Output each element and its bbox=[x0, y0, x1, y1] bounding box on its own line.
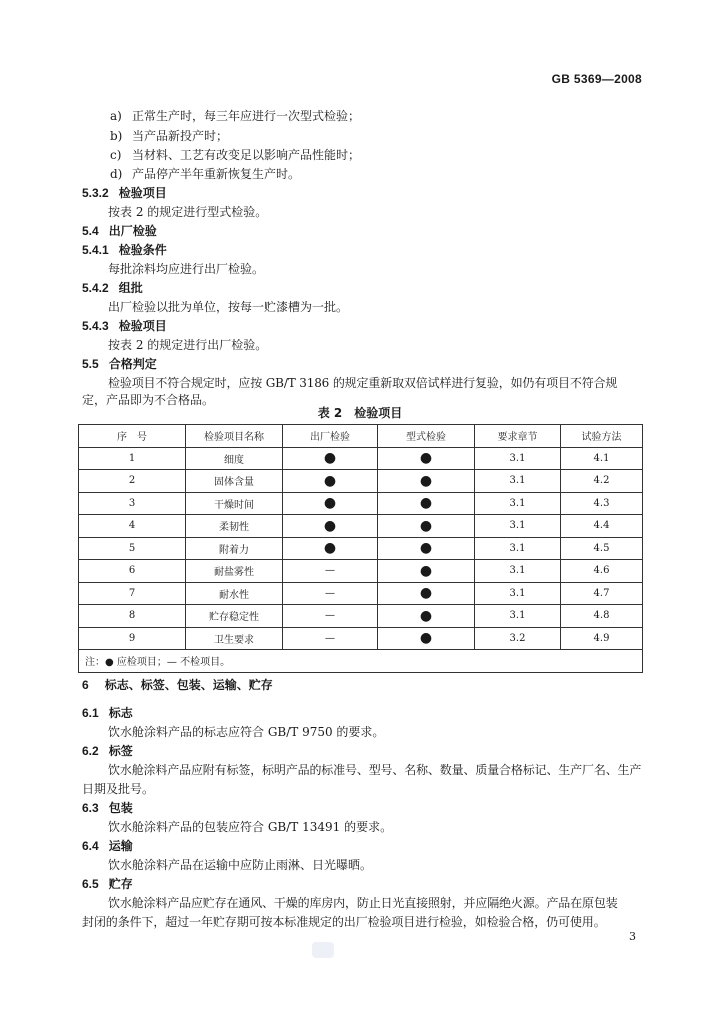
column-header: 出厂检验 bbox=[283, 425, 378, 448]
table-title: 表 2 检验项目 bbox=[317, 406, 403, 420]
standard-number: GB 5369—2008 bbox=[551, 72, 642, 86]
paragraph: 饮水舱涂料产品的标志应符合 GB/T 9750 的要求。 bbox=[108, 725, 385, 739]
section-heading: 5.4.1 检验条件 bbox=[82, 243, 167, 257]
list-item: d) 产品停产半年重新恢复生产时。 bbox=[110, 167, 301, 181]
table-row: 2 固体含量 ● ● 3.1 4.2 bbox=[79, 470, 643, 493]
table-note-row bbox=[79, 650, 643, 673]
paragraph: 出厂检验以批为单位，按每一贮漆槽为一批。 bbox=[108, 300, 349, 314]
paragraph: 检验项目不符合规定时，应按 GB/T 3186 的规定重新取双倍试样进行复验，如仍有项目不符合规 bbox=[108, 376, 618, 390]
table-header-row bbox=[79, 425, 643, 448]
page-number: 3 bbox=[629, 930, 636, 943]
column-header: 序 号 bbox=[79, 425, 186, 448]
inspection-table bbox=[78, 424, 643, 673]
table-row: 9 卫生要求 — ● 3.2 4.9 bbox=[79, 627, 643, 650]
table-row: 1 细度 ● ● 3.1 4.1 bbox=[79, 447, 643, 470]
scan-mark bbox=[312, 942, 334, 958]
table-row: 7 耐水性 — ● 3.1 4.7 bbox=[79, 582, 643, 605]
column-header: 检验项目名称 bbox=[186, 425, 283, 448]
list-item: a) 正常生产时，每三年应进行一次型式检验； bbox=[110, 109, 361, 123]
section-heading: 6.5 贮存 bbox=[82, 877, 133, 891]
section-heading: 6.2 标签 bbox=[82, 744, 133, 758]
list-item: b) 当产品新投产时； bbox=[110, 129, 229, 143]
paragraph-continued: 日期及批号。 bbox=[82, 782, 155, 796]
chapter-heading: 6 标志、标签、包装、运输、贮存 bbox=[82, 678, 273, 692]
section-heading: 6.3 包装 bbox=[82, 801, 133, 815]
table-row: 5 附着力 ● ● 3.1 4.5 bbox=[79, 537, 643, 560]
column-header: 试验方法 bbox=[561, 425, 643, 448]
table-row: 3 干燥时间 ● ● 3.1 4.3 bbox=[79, 492, 643, 515]
paragraph: 饮水舱涂料产品应附有标签，标明产品的标准号、型号、名称、数量、质量合格标记、生产厂名、生产 bbox=[108, 763, 642, 777]
table-note: 注：● 应检项目；— 不检项目。 bbox=[79, 650, 643, 673]
section-heading: 5.4 出厂检验 bbox=[82, 224, 157, 238]
list-item: c) 当材料、工艺有改变足以影响产品性能时； bbox=[110, 148, 361, 162]
table-row: 4 柔韧性 ● ● 3.1 4.4 bbox=[79, 515, 643, 538]
paragraph: 按表 2 的规定进行型式检验。 bbox=[108, 205, 268, 219]
table-row: 6 耐盐雾性 — ● 3.1 4.6 bbox=[79, 560, 643, 583]
paragraph-continued: 封闭的条件下，超过一年贮存期可按本标准规定的出厂检验项目进行检验，如检验合格，仍可使用。 bbox=[82, 915, 606, 929]
section-heading: 6.1 标志 bbox=[82, 706, 133, 720]
section-heading: 5.4.3 检验项目 bbox=[82, 319, 167, 333]
section-heading: 5.5 合格判定 bbox=[82, 357, 157, 371]
column-header: 要求章节 bbox=[475, 425, 561, 448]
paragraph: 饮水舱涂料产品在运输中应防止雨淋、日光曝晒。 bbox=[108, 858, 373, 872]
section-heading: 6.4 运输 bbox=[82, 839, 133, 853]
paragraph: 每批涂料均应进行出厂检验。 bbox=[108, 262, 265, 276]
section-heading: 5.4.2 组批 bbox=[82, 281, 143, 295]
paragraph: 按表 2 的规定进行出厂检验。 bbox=[108, 338, 268, 352]
paragraph-continued: 定，产品即为不合格品。 bbox=[82, 393, 215, 407]
paragraph: 饮水舱涂料产品应贮存在通风、干燥的库房内，防止日光直接照射，并应隔绝火源。产品在原包装 bbox=[108, 896, 618, 910]
column-header: 型式检验 bbox=[378, 425, 475, 448]
paragraph: 饮水舱涂料产品的包装应符合 GB/T 13491 的要求。 bbox=[108, 820, 393, 834]
section-heading: 5.3.2 检验项目 bbox=[82, 186, 167, 200]
table-row: 8 贮存稳定性 — ● 3.1 4.8 bbox=[79, 605, 643, 628]
